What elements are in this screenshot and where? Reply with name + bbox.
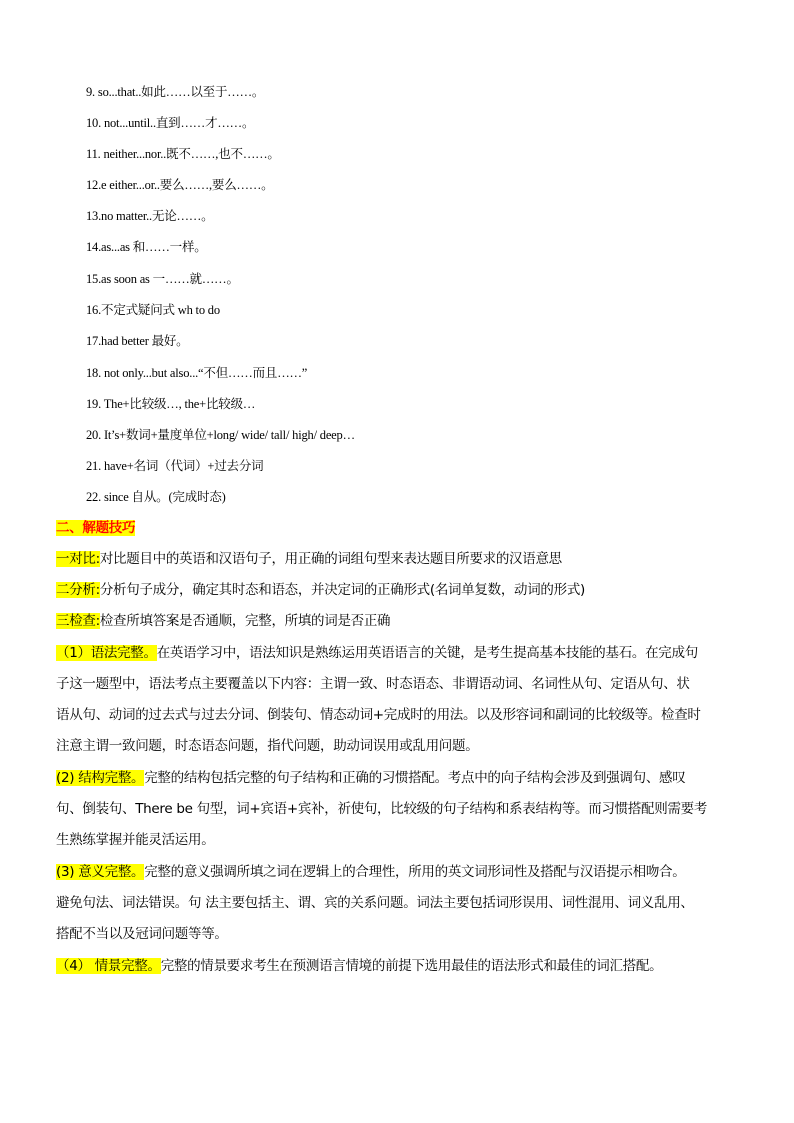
list-item: 19. The+比较级…, the+比较级… xyxy=(86,397,256,411)
list-item: 13.no matter..无论……。 xyxy=(86,209,214,223)
list-item: 12.e either...or..要么……,要么……。 xyxy=(86,178,274,192)
paragraph-line: 句、倒装句、There be 句型，词+宾语+宾补，祈使句，比较级的句子结构和系表结构等。而习惯搭配则需要考 xyxy=(56,801,708,817)
step-two-label: 二分析: xyxy=(56,582,100,598)
paragraph-structure xyxy=(56,768,746,788)
section-heading-row xyxy=(56,518,746,538)
paragraph-line: 子这一题型中，语法考点主要覆盖以下内容：主谓一致、时态语态、非谓语动词、名词性从句、定语从句、状 xyxy=(56,676,690,692)
paragraph-line: 注意主谓一致问题，时态语态问题，指代问题，助动词误用或乱用问题。 xyxy=(56,738,479,754)
list-item: 18. not only...but also...“不但……而且……” xyxy=(86,366,308,380)
paragraph-line: 避免句法、词法错误。句 法主要包括主、谓、宾的关系问题。词法主要包括词形误用、词性混用、词义乱用、 xyxy=(56,895,694,911)
list-item: 17.had better 最好。 xyxy=(86,334,189,348)
list-item: 16.不定式疑问式 wh to do xyxy=(86,303,220,317)
step-three xyxy=(56,611,746,631)
step-two-text: 分析句子成分，确定其时态和语态，并决定词的正确形式(名词单复数，动词的形式) xyxy=(99,582,585,598)
paragraph-text: 完整的情景要求考生在预测语言情境的前提下选用最佳的语法形式和最佳的词汇搭配。 xyxy=(160,958,663,974)
step-two xyxy=(56,580,746,600)
paragraph-text: 完整的意义强调所填之词在逻辑上的合理性，所用的英文词形词性及搭配与汉语提示相吻合。 xyxy=(144,864,686,880)
list-item: 21. have+名词（代词）+过去分词 xyxy=(86,459,264,473)
list-item: 15.as soon as 一……就……。 xyxy=(86,272,239,286)
paragraph-grammar-label: （1）语法完整。 xyxy=(56,645,157,661)
paragraph-grammar xyxy=(56,643,746,663)
step-three-label: 三检查: xyxy=(56,613,100,629)
paragraph-text: 在英语学习中，语法知识是熟练运用英语语言的关键，是考生提高基本技能的基石。在完成句 xyxy=(156,645,698,661)
list-item: 14.as...as 和……一样。 xyxy=(86,240,207,254)
paragraph-line: 语从句、动词的过去式与过去分词、倒装句、情态动词+完成时的用法。以及形容词和副词的比较级等。检查时 xyxy=(56,707,701,723)
paragraph-meaning xyxy=(56,862,746,882)
step-one-text: 对比题目中的英语和汉语句子，用正确的词组句型来表达题目所要求的汉语意思 xyxy=(99,551,562,567)
section-heading: 二、解题技巧 xyxy=(56,520,136,536)
paragraph-structure-label: (2) 结构完整。 xyxy=(56,770,145,786)
paragraph-context-label: （4） 情景完整。 xyxy=(56,958,161,974)
step-one-label: 一对比: xyxy=(56,551,100,567)
list-item: 20. It’s+数词+量度单位+long/ wide/ tall/ high/ deep… xyxy=(86,428,355,442)
paragraph-line: 搭配不当以及冠词问题等等。 xyxy=(56,926,228,942)
paragraph-context xyxy=(56,956,746,976)
paragraph-text: 完整的结构包括完整的句子结构和正确的习惯搭配。考点中的向子结构会涉及到强调句、感叹 xyxy=(144,770,686,786)
paragraph-line: 生熟练掌握并能灵活运用。 xyxy=(56,832,215,848)
list-item: 9. so...that..如此……以至于……。 xyxy=(86,85,265,99)
step-one xyxy=(56,549,746,569)
list-item: 10. not...until..直到……才……。 xyxy=(86,116,255,130)
list-item: 22. since 自从。(完成时态) xyxy=(86,490,226,504)
step-three-text: 检查所填答案是否通顺，完整，所填的词是否正确 xyxy=(99,613,391,629)
paragraph-meaning-label: (3) 意义完整。 xyxy=(56,864,145,880)
list-item: 11. neither...nor..既不……,也不……。 xyxy=(86,147,280,161)
